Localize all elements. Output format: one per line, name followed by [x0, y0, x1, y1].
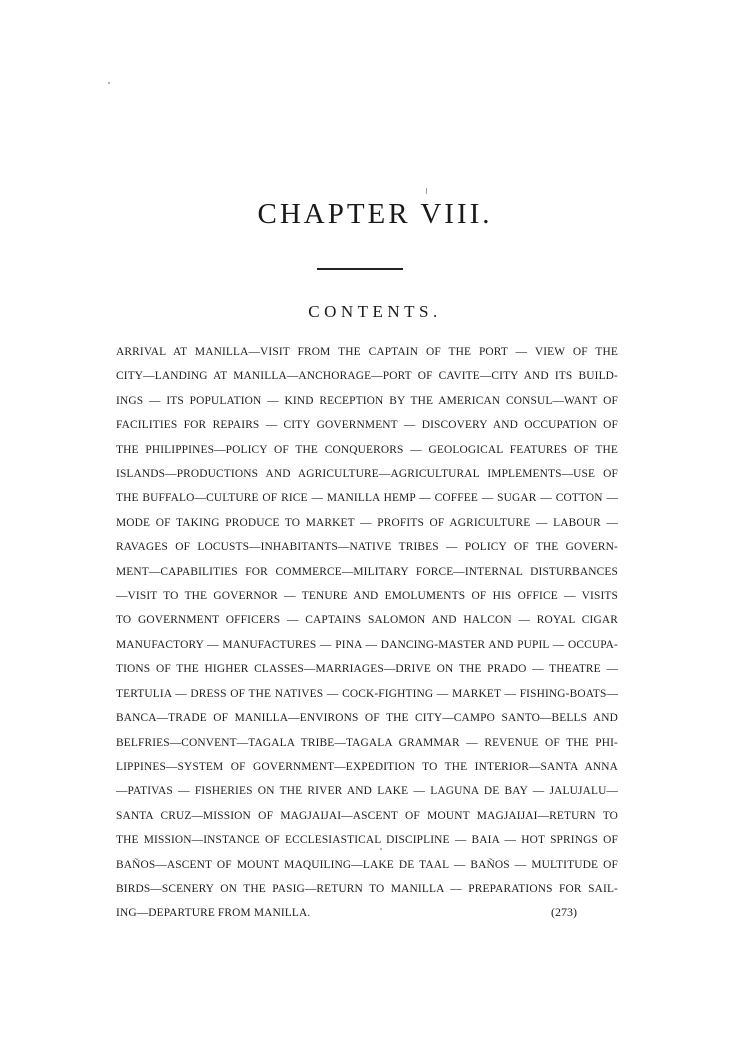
- contents-line: ISLANDS—PRODUCTIONS AND AGRICULTURE—AGRICULTURAL IMPLEMENTS—USE OF: [116, 468, 618, 481]
- contents-line: THE PHILIPPINES—POLICY OF THE CONQUERORS — GEOLOGICAL FEATURES OF THE: [116, 443, 618, 456]
- contents-line: ARRIVAL AT MANILLA—VISIT FROM THE CAPTAIN OF THE PORT — VIEW OF THE: [116, 346, 618, 358]
- paper-speck: [380, 848, 382, 850]
- chapter-title: CHAPTER VIII.: [257, 198, 493, 230]
- page-number: (273): [551, 905, 577, 919]
- contents-line: LIPPINES—SYSTEM OF GOVERNMENT—EXPEDITION TO THE INTERIOR—SANTA ANNA: [116, 760, 618, 773]
- contents-line: CITY—LANDING AT MANILLA—ANCHORAGE—PORT OF CAVITE—CITY AND ITS BUILD-: [116, 370, 618, 383]
- contents-line: THE MISSION—INSTANCE OF ECCLESIASTICAL DISCIPLINE — BAIA — HOT SPRINGS OF: [116, 834, 618, 847]
- contents-line: MENT—CAPABILITIES FOR COMMERCE—MILITARY FORCE—INTERNAL DISTURBANCES: [116, 565, 618, 578]
- contents-line: BANCA—TRADE OF MANILLA—ENVIRONS OF THE CITY—CAMPO SANTO—BELLS AND: [116, 712, 618, 725]
- contents-line: BELFRIES—CONVENT—TAGALA TRIBE—TAGALA GRAMMAR — REVENUE OF THE PHI-: [116, 736, 618, 749]
- contents-line: THE BUFFALO—CULTURE OF RICE — MANILLA HEMP — COFFEE — SUGAR — COTTON —: [116, 492, 618, 505]
- contents-line: MODE OF TAKING PRODUCE TO MARKET — PROFITS OF AGRICULTURE — LABOUR —: [116, 516, 618, 529]
- contents-line: MANUFACTORY — MANUFACTURES — PINA — DANCING-MASTER AND PUPIL — OCCUPA-: [116, 638, 618, 651]
- contents-line: SANTA CRUZ—MISSION OF MAGJAIJAI—ASCENT OF MOUNT MAGJAIJAI—RETURN TO: [116, 809, 618, 822]
- title-divider-rule: [317, 268, 403, 270]
- contents-heading: CONTENTS.: [308, 302, 442, 321]
- contents-line: TIONS OF THE HIGHER CLASSES—MARRIAGES—DRIVE ON THE PRADO — THEATRE —: [116, 663, 618, 676]
- contents-summary: [116, 340, 618, 926]
- contents-line: ING—DEPARTURE FROM MANILLA.: [116, 907, 311, 920]
- contents-line: TERTULIA — DRESS OF THE NATIVES — COCK-FIGHTING — MARKET — FISHING-BOATS—: [116, 687, 618, 700]
- contents-line: TO GOVERNMENT OFFICERS — CAPTAINS SALOMON AND HALCON — ROYAL CIGAR: [116, 614, 618, 627]
- contents-line: RAVAGES OF LOCUSTS—INHABITANTS—NATIVE TRIBES — POLICY OF THE GOVERN-: [116, 541, 618, 554]
- paper-speck: [108, 82, 110, 84]
- contents-line: INGS — ITS POPULATION — KIND RECEPTION BY THE AMERICAN CONSUL—WANT OF: [116, 394, 618, 407]
- contents-line: FACILITIES FOR REPAIRS — CITY GOVERNMENT — DISCOVERY AND OCCUPATION OF: [116, 419, 618, 432]
- contents-line: —VISIT TO THE GOVERNOR — TENURE AND EMOLUMENTS OF HIS OFFICE — VISITS: [116, 590, 618, 603]
- paper-speck: [426, 188, 427, 194]
- contents-line: —PATIVAS — FISHERIES ON THE RIVER AND LAKE — LAGUNA DE BAY — JALUJALU—: [116, 785, 618, 798]
- contents-line: BAÑOS—ASCENT OF MOUNT MAQUILING—LAKE DE TAAL — BAÑOS — MULTITUDE OF: [116, 858, 618, 871]
- contents-line: BIRDS—SCENERY ON THE PASIG—RETURN TO MANILLA — PREPARATIONS FOR SAIL-: [116, 882, 618, 895]
